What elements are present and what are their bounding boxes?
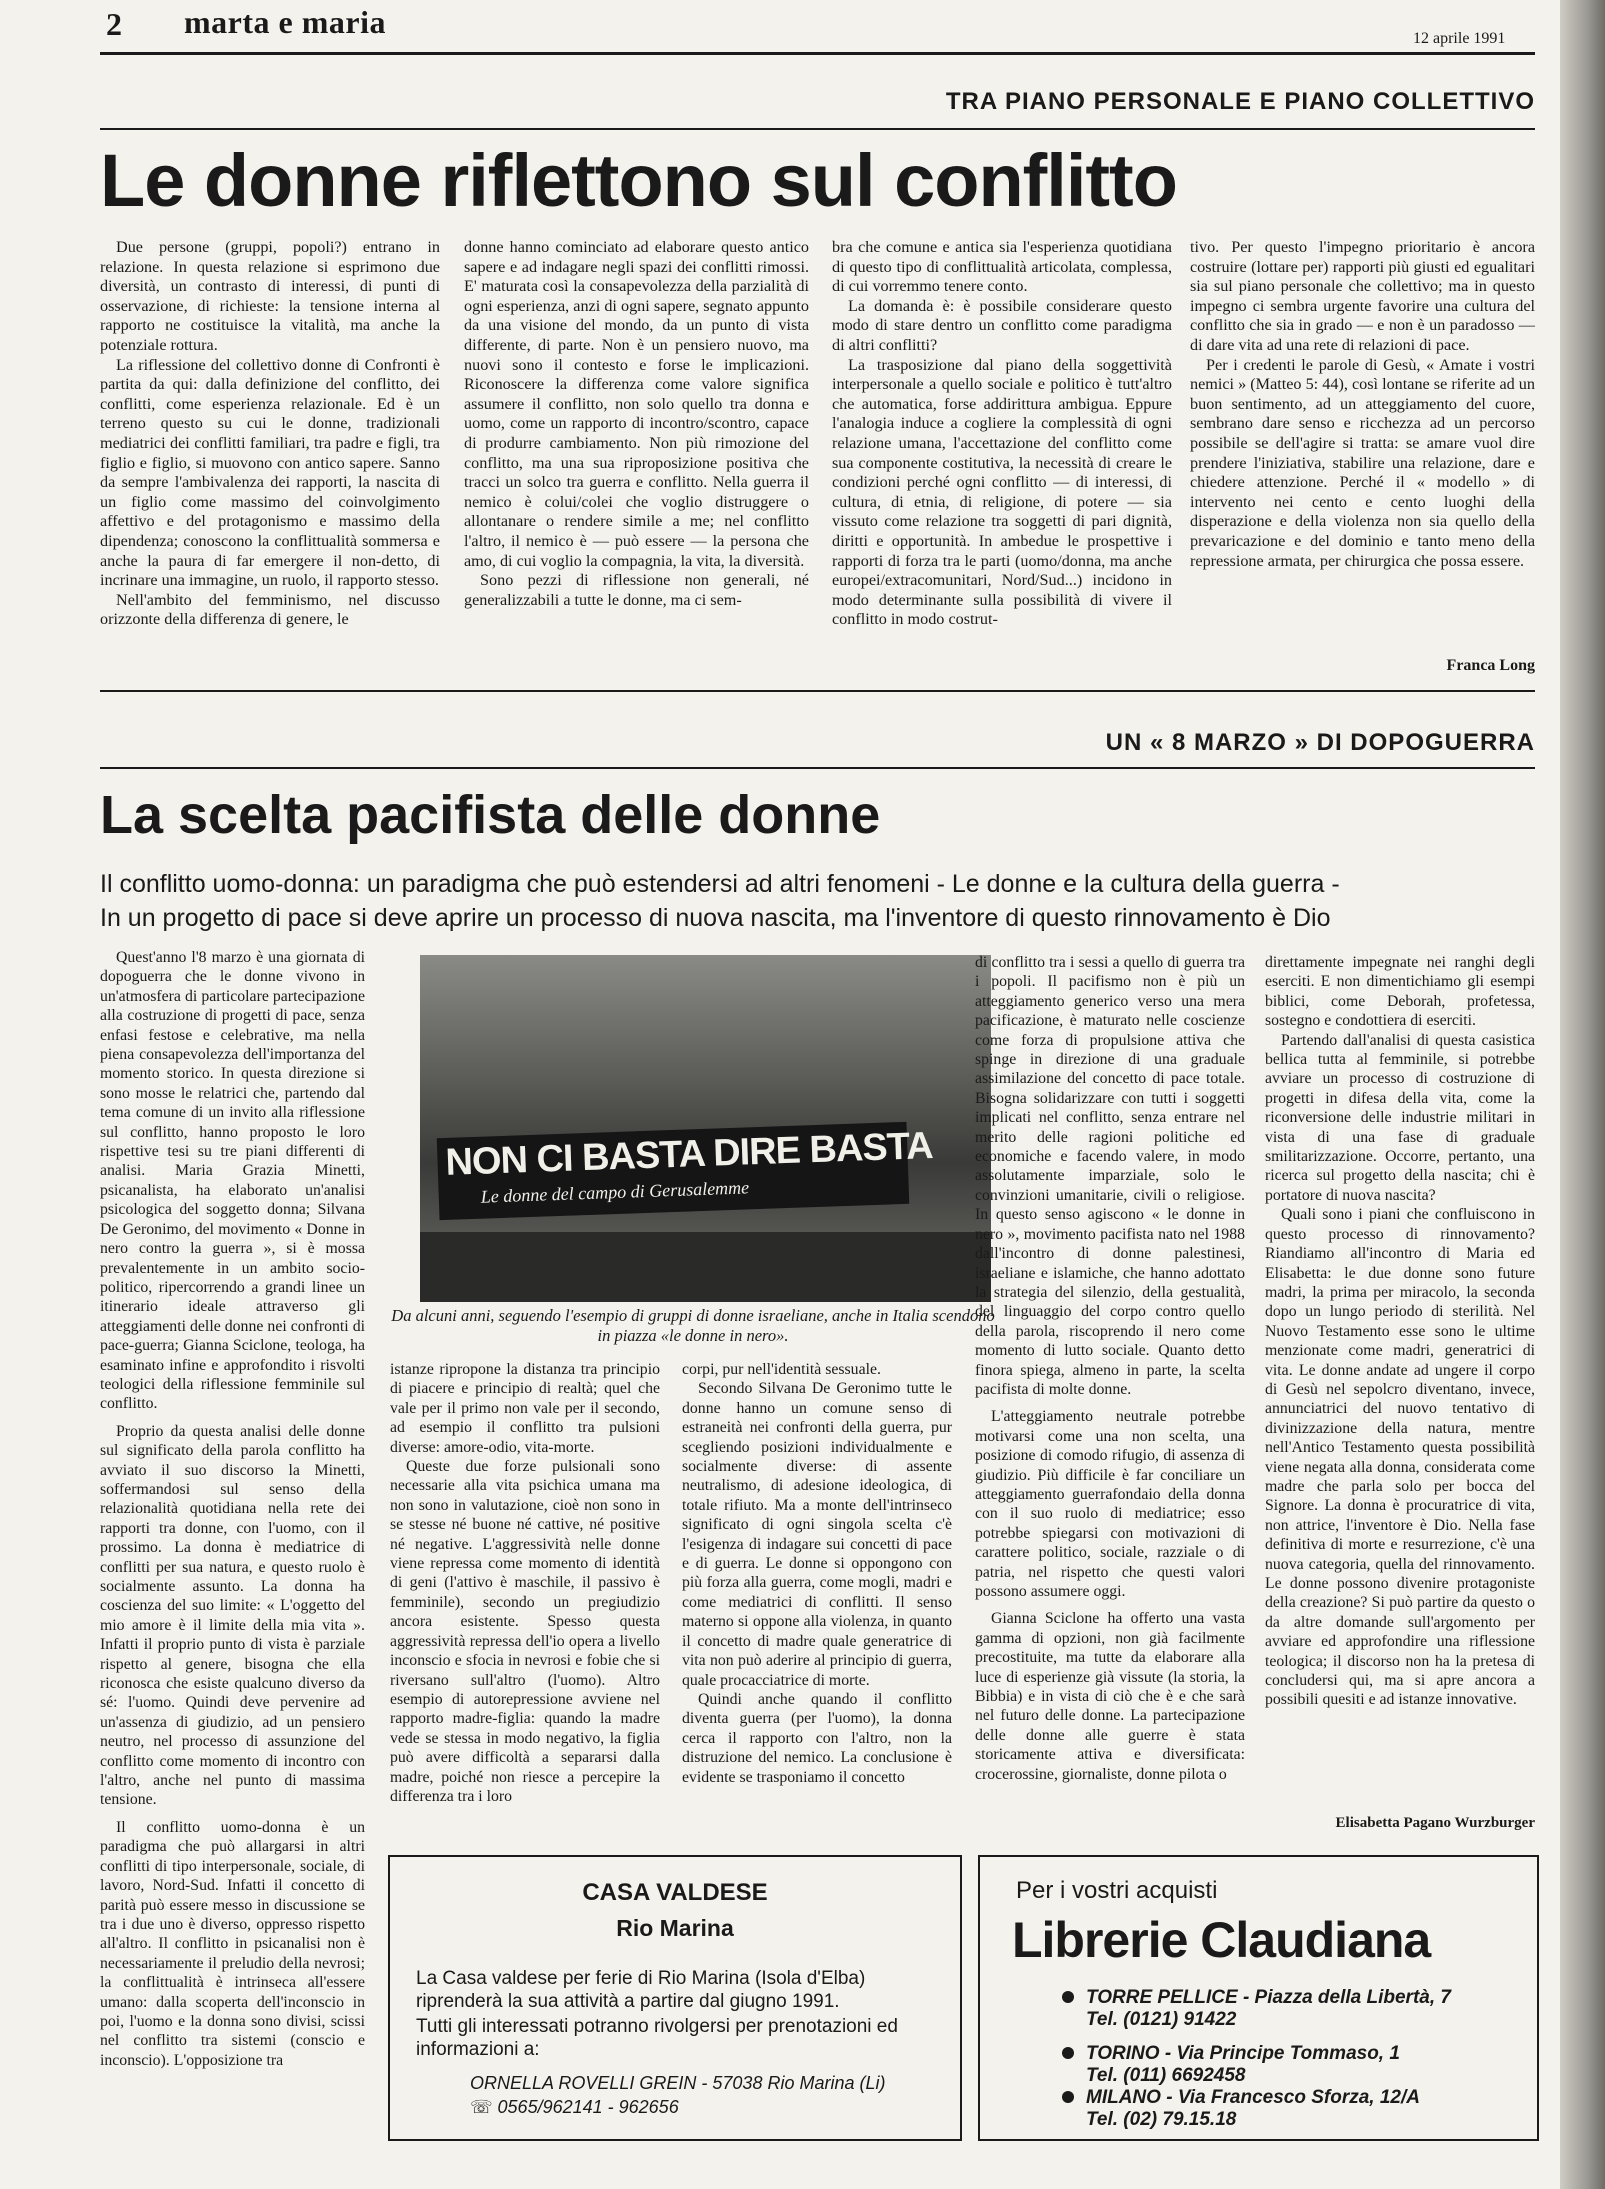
paragraph: Gianna Sciclone ha offerto una vasta gamma di opzioni, non già facilmente precostituite, ma tutte da elaborare alla luce di esperienze già vissute (la storia, la Bibbia) e in vista di ciò che è e che sarà nel futuro delle donne. La partecipazione delle donne alle guerre è stata storicamente attiva e diversificata: crocerossine, giornaliste, donne pilota o bbox=[975, 1610, 1245, 1783]
paragraph: direttamente impegnate nei ranghi degli eserciti. E non dimentichiamo gli esempi biblici, come Deborah, profetessa, sostegno e condottiera di eserciti. bbox=[1265, 954, 1535, 1030]
phone-icon: ☏ bbox=[470, 2097, 493, 2117]
paragraph: Nell'ambito del femminismo, nel discusso orizzonte della differenza di genere, le bbox=[100, 590, 440, 629]
paragraph: L'atteggiamento neutrale potrebbe motivarsi come una non scelta, una posizione di comodo rifugio, di assenza di giudizio. Più difficile è far conciliare un atteggiamento guerrafondaio della donna con il suo ruolo di mediatrice; esso potrebbe spiegarsi con motivazioni di carattere politico, sociale, razziale o di patria, nel rispetto che questi valori possono assumere oggi. bbox=[975, 1408, 1245, 1600]
paragraph: Proprio da questa analisi delle donne sul significato della parola conflitto ha avviato il suo discorso la Minetti, soffermandosi sul senso della relazionalità quotidiana nella rete dei rapporti tra donne, con l'uomo, con il prossimo. La donna è mediatrice di conflitti per sua natura, e questo ruolo è socialmente assunto. La donna ha coscienza del suo limite: « L'oggetto del mio amore è il limite della mia vita ». Infatti il proprio punto di vista è parziale rispetto al genere, bisogna che ella riconosca che esiste qualcuno diverso da sé: l'uomo. Quindi deve pervenire ad un'assenza di giudizio, ad un pensiero neutro, nel processo di assunzione del conflitto come momento di incontro con l'altro, anche nel punto di massima tensione. bbox=[100, 1422, 365, 1809]
ad-contact-name: ORNELLA ROVELLI GREIN - 57038 Rio Marina (Li) bbox=[470, 2073, 886, 2093]
shop-address: TORINO - Via Principe Tommaso, 1 bbox=[1086, 2043, 1400, 2064]
banner-text: NON CI BASTA DIRE BASTA bbox=[444, 1124, 934, 1184]
bullet-icon bbox=[1062, 2091, 1074, 2103]
paragraph: istanze ripropone la distanza tra principio di piacere e principio di realtà; quel che vale per il primo non vale per il secondo, ad esempio il conflitto tra pulsioni diverse: amore-odio, vita-morte. bbox=[390, 1361, 660, 1456]
paragraph: di conflitto tra i sessi a quello di guerra tra i popoli. Il pacifismo non è più un atteggiamento generico verso una mera pacificazione, è maturato nelle coscienze come forza di propulsione attiva che spinge in direzione di una graduale assimilazione del concetto di pace totale. Bisogna solidarizzare con tutti i soggetti implicati nel conflitto, senza entrare nel merito delle ragioni politiche ed economiche e facendo valere, in modo assolutamente imparziale, solo le convinzioni umanitarie, civili o religiose. In questo senso agiscono « le donne in nero », movimento pacifista nato nel 1988 dall'incontro di donne palestinesi, israeliane e islamiche, che hanno adottato la strategia del silenzio, della gestualità, del linguaggio del corpo contro quello della parola, riscoprendo il nero come momento di lutto sociale. Quanto detto finora spiega, almeno in parte, la scelta pacifista di molte donne. bbox=[975, 954, 1245, 1398]
article1-column-3 bbox=[832, 238, 1172, 630]
paragraph: Due persone (gruppi, popoli?) entrano in relazione. In questa relazione si esprimono due diversità, un contrasto di interessi, di punti di osservazione, di richieste: la tensione interna al rapporto ne costituisce la vitalità, ma anche la potenziale rottura. bbox=[100, 238, 440, 354]
ad-body-1: La Casa valdese per ferie di Rio Marina (Isola d'Elba) riprenderà la sua attività a partire dal giugno 1991. bbox=[416, 1968, 866, 2012]
paragraph: Queste due forze pulsionali sono necessarie alla vita psichica umana ma non sono in valutazione, cioè non sono in se stesse né buone né cattive, né positive né negative. L'aggressività nelle donne viene repressa come momento di identità di geni (l'attivo è maschile, il passivo è femminile), secondo un pregiudizio ancora esistente. Spesso questa aggressività repressa dell'io opera a livello inconscio e sfocia in nevrosi e fobie che si riversano sull'altro (l'uomo). Altro esempio di autorepressione avviene nel rapporto madre-figlia: quando la madre vede se stessa in modo negativo, la figlia può avere difficoltà a separarsi dalla madre, poiché non riesce a percepire la differenza tra i loro bbox=[390, 1458, 660, 1805]
paragraph: Per i credenti le parole di Gesù, « Amate i vostri nemici » (Matteo 5: 44), così lontane se riferite ad un buon sentimento, ad un atteggiamento del cuore, sembrano dare senso e ricchezza ad un percorso possibile se dell'agire si tratta: se amare vuol dire prendere l'iniziativa, stabilire una relazione, dare e chiedere attenzione. Perché il « modello » di intervento nei cento e cento luoghi della disperazione e della violenza non sia quello della prevaricazione e del dominio e tanto meno della repressione armata, per chirurgica che possa essere. bbox=[1190, 355, 1535, 570]
article2-author: Elisabetta Pagano Wurzburger bbox=[1335, 1815, 1535, 1831]
bullet-icon bbox=[1062, 1991, 1074, 2003]
paragraph: donne hanno cominciato ad elaborare questo antico sapere e ad indagare negli spazi dei conflitti rimossi. E' maturata così la consapevolezza della parzialità di ogni esperienza, anzi di ogni sapere, segnato appunto da una visione del mondo, da un punto di vista differente, di parte. Non è un pensiero nuovo, ma nuovi sono il contesto e forse le implicazioni. Riconoscere la differenza come valore significa assumere il conflitto, non solo quello tra donna e uomo, come un rapporto di incontro/scontro, capace di produrre cambiamento. Non più rimozione del conflitto, ma una sua riproposizione positiva che tracci un solco tra guerra e conflitto. Nella guerra il nemico è colui/colei che voglio distruggere o allontanare o rendere simile a me; nel conflitto l'altro, il nemico è — può essere — la persona che amo, di cui voglio la compagnia, la vita, la diversità. bbox=[464, 238, 809, 570]
article1-column-2 bbox=[464, 238, 809, 610]
paragraph: Sono pezzi di riflessione non generali, né generalizzabili a tutte le donne, ma ci sem- bbox=[464, 571, 809, 609]
article2-kicker: UN « 8 MARZO » DI DOPOGUERRA bbox=[1105, 729, 1535, 756]
article2-column-1 bbox=[100, 948, 365, 2070]
ad-title: CASA VALDESE bbox=[582, 1879, 768, 1906]
article2-rule bbox=[100, 767, 1535, 769]
paragraph: tivo. Per questo l'impegno prioritario è ancora costruire (lottare per) rapporti più giusti ed egualitari sia sul piano personale che collettivo; ma in questo impegno ci sembra urgente favorire una cultura del conflitto che sia in grado — e non è un paradosso — di dare vita ad una rete di relazioni di pace. bbox=[1190, 238, 1535, 354]
article2-column-3 bbox=[682, 1360, 952, 1787]
paragraph: Quindi anche quando il conflitto diventa guerra (per l'uomo), la donna cerca il rapporto con l'altro, non la distruzione del nemico. La conclusione è evidente se trasponiamo il concetto bbox=[682, 1690, 952, 1786]
protest-banner bbox=[437, 1122, 934, 1220]
paragraph: La trasposizione dal piano della soggettività interpersonale a quello sociale e politico è tutt'altro che automatica, forse addirittura ambigua. Eppure l'analogia induce a cogliere la complessità di ogni relazione umana, l'accettazione del conflitto come sua componente costitutiva, la necessità di creare le condizioni perché ogni conflitto — di interessi, di cultura, di etnia, di religione, di potere — sia vissuto come relazione tra soggetti di pari dignità, diritti e opportunità. In ambedue le prospettive i rapporti di forza tra le parti (uomo/donna, ma anche europei/extracomunitari, Nord/Sud...) incidono in modo determinante sulla possibilità di vivere il conflitto in modo costrut- bbox=[832, 355, 1172, 629]
crowd-shadow bbox=[420, 1232, 991, 1302]
article2-subtitle-line-2: In un progetto di pace si deve aprire un processo di nuova nascita, ma l'inventore di questo rinnovamento è Dio bbox=[100, 904, 1331, 932]
article1-rule bbox=[100, 128, 1535, 130]
bullet-icon bbox=[1062, 2047, 1074, 2059]
ad-body-2: Tutti gli interessati potranno rivolgersi per prenotazioni ed informazioni a: bbox=[416, 2016, 898, 2060]
article2-subtitle-line-1: Il conflitto uomo-donna: un paradigma che può estendersi ad altri fenomeni - Le donne e la cultura della guerra - bbox=[100, 870, 1340, 898]
article2-column-5 bbox=[1265, 953, 1535, 1710]
shop-phone: Tel. (0121) 91422 bbox=[1086, 2009, 1237, 2030]
paragraph: La domanda è: è possibile considerare questo modo di stare dentro un conflitto come paradigma di altri conflitti? bbox=[832, 296, 1172, 354]
article2-title: La scelta pacifista delle donne bbox=[100, 785, 881, 845]
shop-entry bbox=[1062, 2043, 1522, 2089]
protest-photo bbox=[420, 955, 991, 1302]
shop-address: MILANO - Via Francesco Sforza, 12/A bbox=[1086, 2087, 1420, 2108]
article2-column-2 bbox=[390, 1360, 660, 1806]
page-number: 2 bbox=[106, 6, 122, 42]
ad-tagline: Per i vostri acquisti bbox=[1016, 1877, 1218, 1904]
page-binding-edge bbox=[1560, 0, 1605, 2189]
shop-entry bbox=[1062, 2087, 1522, 2133]
ad-contact-phone: 0565/962141 - 962656 bbox=[497, 2097, 679, 2117]
claudiana-ad bbox=[978, 1855, 1539, 2141]
paragraph: Partendo dall'analisi di questa casistica bellica tutta al femminile, si potrebbe avviare un processo di costruzione di progetti in difesa della vita, come la riconversione delle industrie militari in vista di una fase di graduale smilitarizzazione. Occorre, pertanto, una ricerca sul progetto della nascita; chi è portatore di nuova nascita? bbox=[1265, 1031, 1535, 1204]
ad-subtitle: Rio Marina bbox=[616, 1915, 734, 1941]
article1-column-1 bbox=[100, 238, 440, 630]
ad-contact-phone-row bbox=[470, 2097, 950, 2118]
paragraph: corpi, pur nell'identità sessuale. bbox=[682, 1361, 881, 1378]
section-divider bbox=[100, 690, 1535, 692]
article1-column-4 bbox=[1190, 238, 1535, 571]
shop-entry bbox=[1062, 1987, 1522, 2033]
header-rule bbox=[100, 52, 1535, 55]
banner-subtext: Le donne del campo di Gerusalemme bbox=[480, 1177, 750, 1207]
paragraph: Secondo Silvana De Geronimo tutte le donne hanno un comune senso di estraneità nei confronti della guerra, pur scegliendo posizioni individualmente e socialmente diverse: di assente neutralismo, di adesione ideologica, di totale rifiuto. Ma a monte dell'intrinseco significato di ogni singola scelta c'è l'esigenza di indagare sui concetti di pace e di guerra. Le donne si oppongono con più forza alla guerra, come mogli, madri e come mediatrici di conflitti. Il senso materno si oppone alla violenza, in quanto il concetto di madre quale generatrice di vita non può aderire al principio di guerra, quale procacciatrice di morte. bbox=[682, 1380, 952, 1689]
article1-kicker: TRA PIANO PERSONALE E PIANO COLLETTIVO bbox=[945, 88, 1535, 115]
paragraph: Quali sono i piani che confluiscono in questo processo di rinnovamento? Riandiamo all'incontro di Maria ed Elisabetta: le due donne sono future madri, la prima per miracolo, la seconda dopo un lungo periodo di sterilità. Nel Nuovo Testamento esse sono le ultime menzionate come madri, generatrici di vita. Le donne andate ad ungere il corpo di Gesù nel sepolcro diventano, invece, annunciatrici del nuovo tentativo di divinizzazione della natura, mentre nell'Antico Testamento questa possibilità viene negata alla donna, considerata come madre che parla solo per bocca del Signore. La donna è procuratrice di vita, non attrice, l'inventore è Dio. Nella fase definitiva di morte e resurrezione, c'è una nuova categoria, quella del rinnovamento. Le donne possono divenire protagoniste della creazione? Si può partire da questo o da altre domande sull'argomento per avviare ed approfondire una riflessione teologica; il discorso non ha la pretesa di concludersi qui, ma si apre ancora a possibili quesiti e ad istanze innovative. bbox=[1265, 1206, 1535, 1709]
casa-valdese-ad bbox=[388, 1855, 962, 2141]
paragraph: bra che comune e antica sia l'esperienza quotidiana di questo tipo di conflittualità articolata, complessa, di cui vorremmo tenere conto. bbox=[832, 238, 1172, 296]
article2-column-4 bbox=[975, 953, 1245, 1784]
shop-address: TORRE PELLICE - Piazza della Libertà, 7 bbox=[1086, 1987, 1451, 2008]
paragraph: Il conflitto uomo-donna è un paradigma che può allargarsi in altri conflitti di tipo interpersonale, sociale, di lavoro, Nord-Sud. Infatti il concetto di parità può essere messo in discussione se tra i due uno è diverso, oppresso rispetto all'altro. Il conflitto in psicanalisi non è necessariamente il preludio della nevrosi; la conflittualità è intrinseca all'essere umano: dalla scoperta dell'inconscio in poi, l'uomo e la donna sono divisi, scissi nel conflitto tra sistemi (conscio e inconscio). L'opposizione tra bbox=[100, 1818, 365, 2069]
article1-author: Franca Long bbox=[1446, 657, 1535, 674]
shop-phone: Tel. (011) 6692458 bbox=[1086, 2065, 1246, 2086]
paragraph: La riflessione del collettivo donne di Confronti è partita da qui: dalla definizione del conflitto, dei conflitti, come esperienza relazionale. Ed è un terreno questo su cui le donne, tradizionali mediatrici dei conflitti familiari, tra padre e figli, tra figlio e figlio, si muovono con antico sapere. Sanno da sempre l'ambivalenza dei rapporti, la nascita di un figlio come massimo del coinvolgimento affettivo e del protagonismo e massimo della dipendenza; conoscono la conflittualità sommersa e anche la paura di far emergere il non-detto, di incrinare una immagine, un ruolo, il rapporto stesso. bbox=[100, 355, 440, 590]
article1-title: Le donne riflettono sul conflitto bbox=[100, 139, 1177, 222]
issue-date: 12 aprile 1991 bbox=[1413, 30, 1506, 47]
photo-caption: Da alcuni anni, seguendo l'esempio di gruppi di donne israeliane, anche in Italia scendono in piazza «le donne in nero». bbox=[391, 1306, 995, 1345]
shop-phone: Tel. (02) 79.15.18 bbox=[1086, 2109, 1237, 2130]
paragraph: Quest'anno l'8 marzo è una giornata di dopoguerra che le donne vivono in un'atmosfera di particolare partecipazione alla costruzione di progetti di pace, senza enfasi festose e celebrative, ma nella piena consapevolezza dell'importanza del momento storico. In questa direzione si sono mosse le relatrici che, partendo dal tema comune di un invito alla riflessione sul conflitto, hanno proposto le loro rispettive tesi su tre piani differenti di analisi. Maria Grazia Minetti, psicanalista, ha elaborato un'analisi psicologica del soggetto donna; Silvana De Geronimo, del movimento « Donne in nero contro la guerra », si è mossa prevalentemente in un ambito socio-politico, ripercorrendo a grandi linee un itinerario ideale attraverso gli atteggiamenti delle donne nei confronti di pace-guerra; Gianna Sciclone, teologa, ha esaminato infine e approfondito i risvolti teologici della riflessione femminile sul conflitto. bbox=[100, 949, 365, 1413]
ad-store-name: Librerie Claudiana bbox=[1012, 1912, 1431, 1968]
masthead: marta e maria bbox=[184, 4, 386, 40]
